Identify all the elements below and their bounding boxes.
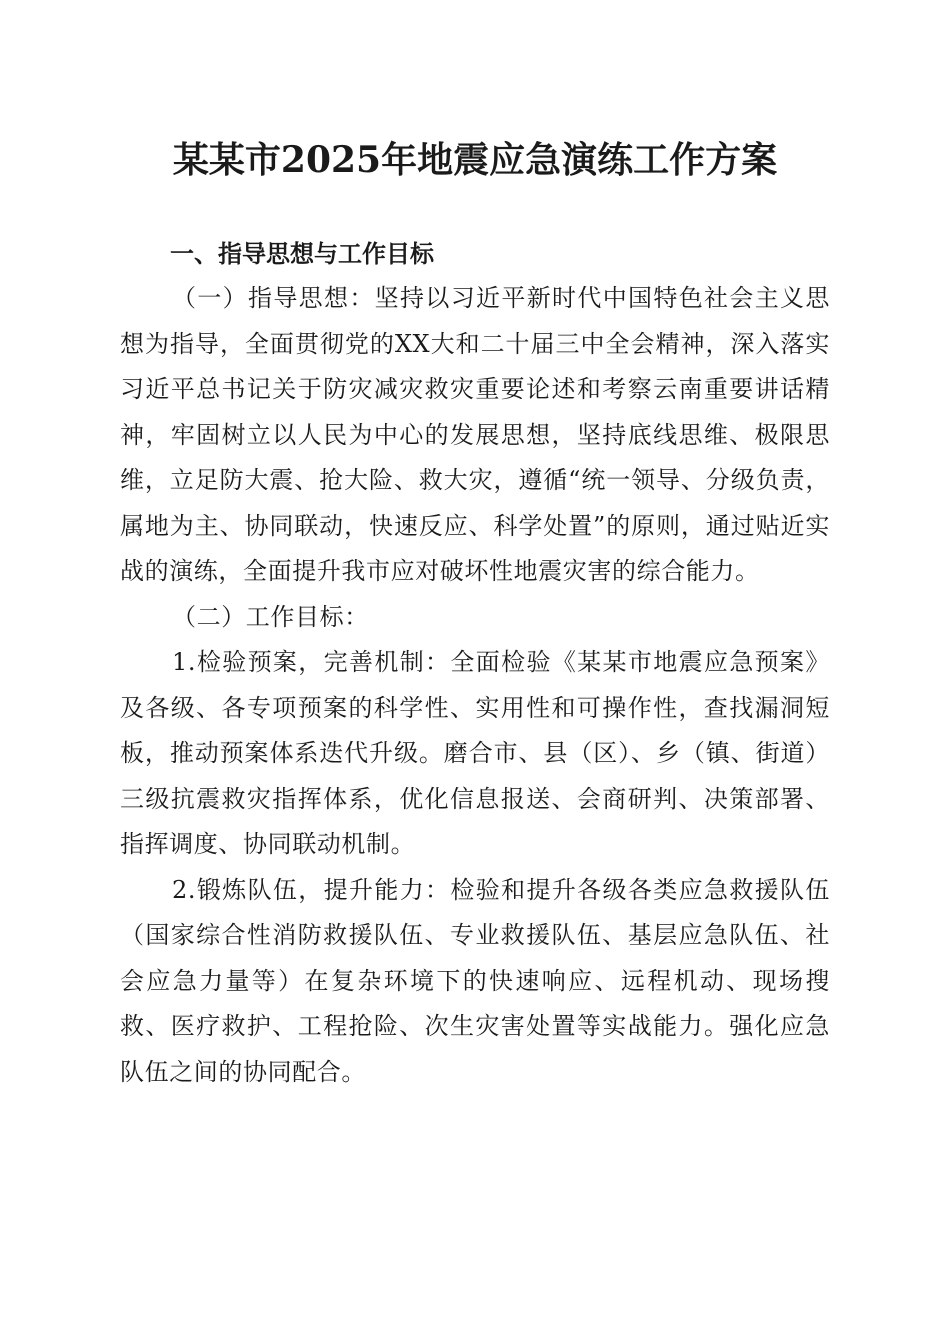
document-body bbox=[120, 232, 830, 1095]
document-title: 某某市2025年地震应急演练工作方案 bbox=[172, 139, 778, 181]
section-heading: 一、指导思想与工作目标 bbox=[170, 240, 434, 268]
guiding-thought-paragraph: （一）指导思想：坚持以习近平新时代中国特色社会主义思想为指导，全面贯彻党的XX大和二十届三中全会精神，深入落实习近平总书记关于防灾减灾救灾重要论述和考察云南重要讲话精神，牢固树立以人民为中心的发展思想，坚持底线思维、极限思维，立足防大震、抢大险、救大灾，遵循“统一领导、分级负责，属地为主、协同联动，快速反应、科学处置”的原则，通过贴近实战的演练，全面提升我市应对破坏性地震灾害的综合能力。 bbox=[120, 284, 830, 585]
work-goals-heading: （二）工作目标： bbox=[172, 602, 369, 631]
goal-1-paragraph: 1.检验预案，完善机制：全面检验《某某市地震应急预案》及各级、各专项预案的科学性、实用性和可操作性，查找漏洞短板，推动预案体系迭代升级。磨合市、县（区）、乡（镇、街道）三级抗震救灾指挥体系，优化信息报送、会商研判、决策部署、指挥调度、协同联动机制。 bbox=[120, 648, 830, 858]
goal-2-paragraph: 2.锻炼队伍，提升能力：检验和提升各级各类应急救援队伍（国家综合性消防救援队伍、专业救援队伍、基层应急队伍、社会应急力量等）在复杂环境下的快速响应、远程机动、现场搜救、医疗救护、工程抢险、次生灾害处置等实战能力。强化应急队伍之间的协同配合。 bbox=[120, 875, 830, 1086]
